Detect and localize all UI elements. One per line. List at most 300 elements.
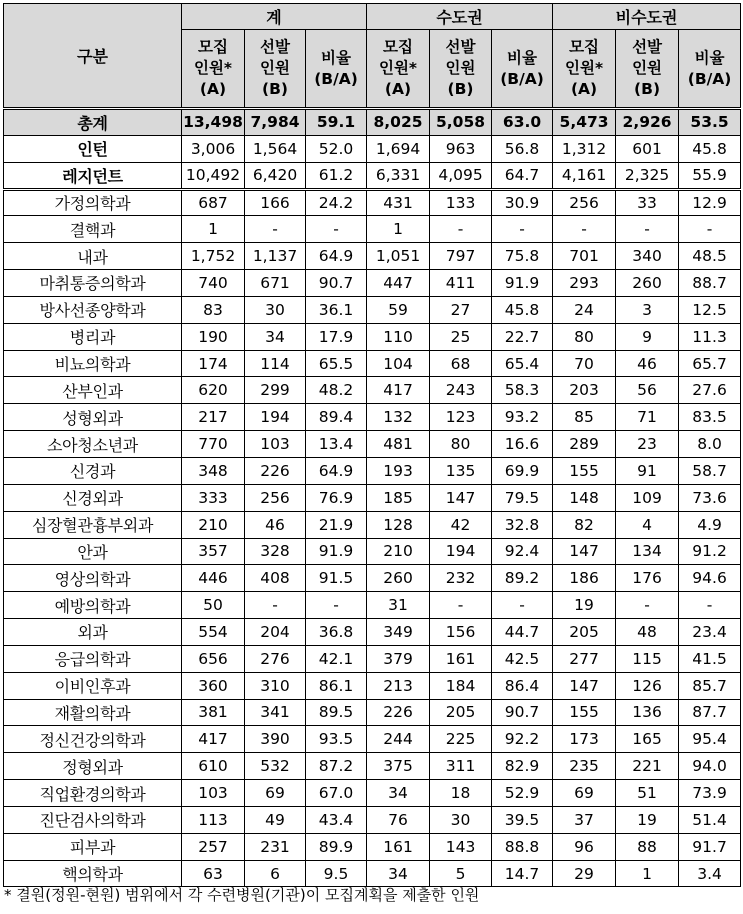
table-row bbox=[4, 296, 741, 323]
table-row bbox=[4, 109, 741, 136]
table-cell: 16.6 bbox=[492, 431, 553, 458]
table-cell: 260 bbox=[616, 270, 679, 297]
table-cell: 88.8 bbox=[492, 833, 553, 860]
table-cell: 210 bbox=[182, 511, 245, 538]
table-cell: 76.9 bbox=[306, 484, 367, 511]
row-label: 레지던트 bbox=[4, 162, 182, 189]
row-label: 직업환경의학과 bbox=[4, 780, 182, 807]
table-cell: 4 bbox=[616, 511, 679, 538]
table-row bbox=[4, 431, 741, 458]
header-line: (B) bbox=[447, 80, 474, 98]
table-cell: 2,325 bbox=[616, 162, 679, 189]
table-cell: 620 bbox=[182, 377, 245, 404]
table-cell: 90.7 bbox=[306, 270, 367, 297]
table-row bbox=[4, 457, 741, 484]
table-cell: 63.0 bbox=[492, 109, 553, 136]
table-row bbox=[4, 806, 741, 833]
table-cell: 299 bbox=[245, 377, 306, 404]
table-cell: 24 bbox=[553, 296, 616, 323]
table-cell: 46 bbox=[245, 511, 306, 538]
table-cell: 73.6 bbox=[679, 484, 741, 511]
table-row bbox=[4, 833, 741, 860]
table-cell: 42.1 bbox=[306, 645, 367, 672]
row-label: 정형외과 bbox=[4, 753, 182, 780]
header-line: 인원 bbox=[260, 59, 290, 77]
table-cell: 42 bbox=[430, 511, 492, 538]
table-cell: 243 bbox=[430, 377, 492, 404]
table-cell: 1,137 bbox=[245, 243, 306, 270]
table-cell: 277 bbox=[553, 645, 616, 672]
group-header-capital: 수도권 bbox=[367, 4, 553, 30]
table-cell: 276 bbox=[245, 645, 306, 672]
table-cell: 173 bbox=[553, 726, 616, 753]
table-cell: 8.0 bbox=[679, 431, 741, 458]
table-cell: 4,095 bbox=[430, 162, 492, 189]
table-cell: 221 bbox=[616, 753, 679, 780]
header-line: 모집 bbox=[569, 38, 600, 56]
recruit-count-header bbox=[553, 30, 616, 109]
recruit-count-header bbox=[182, 30, 245, 109]
table-cell: 94.0 bbox=[679, 753, 741, 780]
table-cell: 210 bbox=[367, 538, 430, 565]
table-cell: 75.8 bbox=[492, 243, 553, 270]
table-cell: 36.1 bbox=[306, 296, 367, 323]
table-cell: 27.6 bbox=[679, 377, 741, 404]
table-cell: 126 bbox=[616, 672, 679, 699]
table-cell: 349 bbox=[367, 619, 430, 646]
table-cell: - bbox=[306, 216, 367, 243]
table-cell: 411 bbox=[430, 270, 492, 297]
table-cell: 6 bbox=[245, 860, 306, 887]
table-cell: 49 bbox=[245, 806, 306, 833]
table-cell: - bbox=[616, 592, 679, 619]
table-cell: 148 bbox=[553, 484, 616, 511]
ratio-header bbox=[492, 30, 553, 109]
table-cell: 165 bbox=[616, 726, 679, 753]
row-label: 소아청소년과 bbox=[4, 431, 182, 458]
table-cell: 687 bbox=[182, 189, 245, 216]
table-cell: 184 bbox=[430, 672, 492, 699]
table-cell: 701 bbox=[553, 243, 616, 270]
header-line: 모집 bbox=[198, 38, 228, 56]
header-line: (A) bbox=[570, 80, 598, 98]
table-row bbox=[4, 404, 741, 431]
table-row bbox=[4, 350, 741, 377]
table-cell: 205 bbox=[553, 619, 616, 646]
table-cell: 446 bbox=[182, 565, 245, 592]
row-label: 내과 bbox=[4, 243, 182, 270]
table-cell: 341 bbox=[245, 699, 306, 726]
table-cell: 93.2 bbox=[492, 404, 553, 431]
table-cell: 13,498 bbox=[182, 109, 245, 136]
table-cell: 381 bbox=[182, 699, 245, 726]
group-header-total: 계 bbox=[182, 4, 367, 30]
header-line: (B/A) bbox=[687, 69, 732, 88]
table-cell: 83.5 bbox=[679, 404, 741, 431]
table-cell: 91 bbox=[616, 457, 679, 484]
table-cell: 311 bbox=[430, 753, 492, 780]
header-line: 인원 bbox=[632, 59, 663, 77]
row-label: 총계 bbox=[4, 109, 182, 136]
header-line: 비율 bbox=[321, 48, 351, 67]
table-cell: 357 bbox=[182, 538, 245, 565]
table-cell: 56.8 bbox=[492, 135, 553, 162]
row-label: 진단검사의학과 bbox=[4, 806, 182, 833]
table-cell: 103 bbox=[182, 780, 245, 807]
table-cell: 45.8 bbox=[492, 296, 553, 323]
table-cell: 12.9 bbox=[679, 189, 741, 216]
table-row bbox=[4, 726, 741, 753]
table-cell: 6,331 bbox=[367, 162, 430, 189]
table-cell: 92.2 bbox=[492, 726, 553, 753]
table-row bbox=[4, 216, 741, 243]
table-cell: 82.9 bbox=[492, 753, 553, 780]
table-cell: 231 bbox=[245, 833, 306, 860]
table-cell: 88.7 bbox=[679, 270, 741, 297]
row-label: 핵의학과 bbox=[4, 860, 182, 887]
table-cell: 93.5 bbox=[306, 726, 367, 753]
row-label: 인턴 bbox=[4, 135, 182, 162]
table-cell: 37 bbox=[553, 806, 616, 833]
table-cell: 194 bbox=[430, 538, 492, 565]
row-label: 성형외과 bbox=[4, 404, 182, 431]
table-cell: 76 bbox=[367, 806, 430, 833]
table-cell: 46 bbox=[616, 350, 679, 377]
footnote: * 결원(정원-현원) 범위에서 각 수련병원(기관)이 모집계획을 제출한 인원 bbox=[4, 886, 480, 904]
table-cell: 109 bbox=[616, 484, 679, 511]
table-cell: 48.2 bbox=[306, 377, 367, 404]
table-cell: 39.5 bbox=[492, 806, 553, 833]
table-cell: 532 bbox=[245, 753, 306, 780]
table-cell: 65.7 bbox=[679, 350, 741, 377]
table-row bbox=[4, 645, 741, 672]
header-line: 비율 bbox=[694, 48, 725, 67]
table-cell: 257 bbox=[182, 833, 245, 860]
table-cell: 113 bbox=[182, 806, 245, 833]
row-label: 결핵과 bbox=[4, 216, 182, 243]
table-cell: 1,051 bbox=[367, 243, 430, 270]
table-cell: 33 bbox=[616, 189, 679, 216]
table-cell: 64.7 bbox=[492, 162, 553, 189]
table-row bbox=[4, 619, 741, 646]
selected-count-header bbox=[616, 30, 679, 109]
table-cell: 375 bbox=[367, 753, 430, 780]
ratio-header bbox=[679, 30, 741, 109]
table-cell: 186 bbox=[553, 565, 616, 592]
table-row bbox=[4, 780, 741, 807]
table-cell: 193 bbox=[367, 457, 430, 484]
table-cell: 91.5 bbox=[306, 565, 367, 592]
table-cell: 58.3 bbox=[492, 377, 553, 404]
table-cell: 48 bbox=[616, 619, 679, 646]
table-cell: 232 bbox=[430, 565, 492, 592]
table-cell: 64.9 bbox=[306, 243, 367, 270]
table-cell: 1 bbox=[367, 216, 430, 243]
table-cell: 161 bbox=[367, 833, 430, 860]
table-cell: 59.1 bbox=[306, 109, 367, 136]
header-line: 비율 bbox=[507, 48, 537, 67]
header-line: 선발 bbox=[445, 38, 476, 56]
category-header: 구분 bbox=[4, 4, 182, 109]
table-cell: 91.7 bbox=[679, 833, 741, 860]
table-cell: 5 bbox=[430, 860, 492, 887]
table-cell: 92.4 bbox=[492, 538, 553, 565]
table-row bbox=[4, 189, 741, 216]
recruit-count-header bbox=[367, 30, 430, 109]
table-cell: 19 bbox=[553, 592, 616, 619]
table-cell: 86.1 bbox=[306, 672, 367, 699]
table-cell: 73.9 bbox=[679, 780, 741, 807]
table-cell: 43.4 bbox=[306, 806, 367, 833]
table-cell: 235 bbox=[553, 753, 616, 780]
header-line: (B/A) bbox=[500, 69, 544, 88]
table-cell: 24.2 bbox=[306, 189, 367, 216]
table-cell: 85 bbox=[553, 404, 616, 431]
table-cell: 36.8 bbox=[306, 619, 367, 646]
table-cell: 23 bbox=[616, 431, 679, 458]
table-cell: 91.2 bbox=[679, 538, 741, 565]
table-cell: 103 bbox=[245, 431, 306, 458]
table-row bbox=[4, 565, 741, 592]
table-cell: 256 bbox=[245, 484, 306, 511]
row-label: 가정의학과 bbox=[4, 189, 182, 216]
table-cell: 1,694 bbox=[367, 135, 430, 162]
table-cell: 114 bbox=[245, 350, 306, 377]
table-cell: 5,473 bbox=[553, 109, 616, 136]
header-line: 선발 bbox=[260, 38, 290, 56]
table-cell: 310 bbox=[245, 672, 306, 699]
table-cell: 289 bbox=[553, 431, 616, 458]
table-cell: 44.7 bbox=[492, 619, 553, 646]
table-cell: 205 bbox=[430, 699, 492, 726]
table-cell: 2,926 bbox=[616, 109, 679, 136]
table-cell: 52.0 bbox=[306, 135, 367, 162]
table-cell: 34 bbox=[245, 323, 306, 350]
table-cell: 64.9 bbox=[306, 457, 367, 484]
header-line: (A) bbox=[384, 80, 412, 98]
table-cell: - bbox=[553, 216, 616, 243]
table-cell: 53.5 bbox=[679, 109, 741, 136]
table-cell: 213 bbox=[367, 672, 430, 699]
header-line: 인원 bbox=[445, 59, 476, 77]
row-label: 산부인과 bbox=[4, 377, 182, 404]
table-cell: 88 bbox=[616, 833, 679, 860]
table-cell: 30 bbox=[430, 806, 492, 833]
table-cell: 176 bbox=[616, 565, 679, 592]
table-cell: 63 bbox=[182, 860, 245, 887]
table-row bbox=[4, 511, 741, 538]
table-cell: 79.5 bbox=[492, 484, 553, 511]
table-cell: 143 bbox=[430, 833, 492, 860]
table-cell: 12.5 bbox=[679, 296, 741, 323]
table-cell: 3,006 bbox=[182, 135, 245, 162]
table-cell: 1 bbox=[616, 860, 679, 887]
table-cell: 135 bbox=[430, 457, 492, 484]
table-cell: 161 bbox=[430, 645, 492, 672]
table-cell: 256 bbox=[553, 189, 616, 216]
table-cell: 17.9 bbox=[306, 323, 367, 350]
table-cell: 50 bbox=[182, 592, 245, 619]
table-cell: 128 bbox=[367, 511, 430, 538]
table-cell: 91.9 bbox=[306, 538, 367, 565]
table-cell: 67.0 bbox=[306, 780, 367, 807]
table-cell: 11.3 bbox=[679, 323, 741, 350]
table-cell: 9 bbox=[616, 323, 679, 350]
table-cell: 14.7 bbox=[492, 860, 553, 887]
table-cell: 59 bbox=[367, 296, 430, 323]
table-row bbox=[4, 860, 741, 887]
table-cell: 447 bbox=[367, 270, 430, 297]
table-row bbox=[4, 672, 741, 699]
table-cell: 1,752 bbox=[182, 243, 245, 270]
table-cell: 328 bbox=[245, 538, 306, 565]
table-cell: 71 bbox=[616, 404, 679, 431]
table-cell: 89.9 bbox=[306, 833, 367, 860]
table-row bbox=[4, 162, 741, 189]
table-cell: 69 bbox=[553, 780, 616, 807]
table-row bbox=[4, 538, 741, 565]
table-cell: 4.9 bbox=[679, 511, 741, 538]
table-cell: 481 bbox=[367, 431, 430, 458]
residency-recruitment-table bbox=[3, 3, 741, 887]
table-cell: 390 bbox=[245, 726, 306, 753]
table-cell: 22.7 bbox=[492, 323, 553, 350]
table-cell: 41.5 bbox=[679, 645, 741, 672]
table-cell: 95.4 bbox=[679, 726, 741, 753]
table-row bbox=[4, 135, 741, 162]
row-label: 신경외과 bbox=[4, 484, 182, 511]
table-cell: 601 bbox=[616, 135, 679, 162]
table-cell: - bbox=[306, 592, 367, 619]
table-cell: - bbox=[492, 216, 553, 243]
table-row bbox=[4, 377, 741, 404]
table-cell: 431 bbox=[367, 189, 430, 216]
table-cell: 136 bbox=[616, 699, 679, 726]
table-cell: 379 bbox=[367, 645, 430, 672]
table-cell: - bbox=[492, 592, 553, 619]
table-cell: 156 bbox=[430, 619, 492, 646]
table-cell: 34 bbox=[367, 860, 430, 887]
table-cell: 123 bbox=[430, 404, 492, 431]
table-cell: 226 bbox=[245, 457, 306, 484]
table-cell: 797 bbox=[430, 243, 492, 270]
table-cell: 42.5 bbox=[492, 645, 553, 672]
table-cell: 18 bbox=[430, 780, 492, 807]
row-label: 방사선종양학과 bbox=[4, 296, 182, 323]
table-cell: 770 bbox=[182, 431, 245, 458]
table-cell: 360 bbox=[182, 672, 245, 699]
row-label: 정신건강의학과 bbox=[4, 726, 182, 753]
table-cell: - bbox=[430, 592, 492, 619]
table-cell: 89.4 bbox=[306, 404, 367, 431]
table-cell: 147 bbox=[553, 538, 616, 565]
header-line: 인원* bbox=[565, 59, 604, 77]
row-label: 영상의학과 bbox=[4, 565, 182, 592]
table-cell: 45.8 bbox=[679, 135, 741, 162]
table-cell: 610 bbox=[182, 753, 245, 780]
table-cell: - bbox=[430, 216, 492, 243]
table-cell: 87.7 bbox=[679, 699, 741, 726]
table-cell: 25 bbox=[430, 323, 492, 350]
table-cell: 7,984 bbox=[245, 109, 306, 136]
table-cell: 3 bbox=[616, 296, 679, 323]
table-cell: 963 bbox=[430, 135, 492, 162]
selected-count-header bbox=[245, 30, 306, 109]
table-cell: 408 bbox=[245, 565, 306, 592]
table-cell: 293 bbox=[553, 270, 616, 297]
table-cell: 1 bbox=[182, 216, 245, 243]
table-cell: 348 bbox=[182, 457, 245, 484]
table-cell: 5,058 bbox=[430, 109, 492, 136]
table-cell: 671 bbox=[245, 270, 306, 297]
header-line: 인원* bbox=[378, 59, 418, 77]
table-cell: 147 bbox=[430, 484, 492, 511]
row-label: 병리과 bbox=[4, 323, 182, 350]
table-cell: 55.9 bbox=[679, 162, 741, 189]
table-cell: 83 bbox=[182, 296, 245, 323]
header-line: (B) bbox=[262, 80, 288, 98]
table-cell: 260 bbox=[367, 565, 430, 592]
header-line: (B) bbox=[634, 80, 661, 98]
table-cell: 104 bbox=[367, 350, 430, 377]
ratio-header bbox=[306, 30, 367, 109]
selected-count-header bbox=[430, 30, 492, 109]
row-label: 심장혈관흉부외과 bbox=[4, 511, 182, 538]
table-cell: 4,161 bbox=[553, 162, 616, 189]
table-cell: 204 bbox=[245, 619, 306, 646]
table-row bbox=[4, 243, 741, 270]
table-cell: 56 bbox=[616, 377, 679, 404]
header-line: (B/A) bbox=[314, 69, 358, 88]
table-cell: 21.9 bbox=[306, 511, 367, 538]
table-cell: 52.9 bbox=[492, 780, 553, 807]
table-cell: 31 bbox=[367, 592, 430, 619]
table-cell: 34 bbox=[367, 780, 430, 807]
table-cell: 89.2 bbox=[492, 565, 553, 592]
row-label: 외과 bbox=[4, 619, 182, 646]
table-cell: 87.2 bbox=[306, 753, 367, 780]
header-line: 인원* bbox=[193, 59, 233, 77]
table-cell: 58.7 bbox=[679, 457, 741, 484]
table-cell: 740 bbox=[182, 270, 245, 297]
table-cell: 30 bbox=[245, 296, 306, 323]
table-row bbox=[4, 323, 741, 350]
table-cell: 417 bbox=[367, 377, 430, 404]
table-cell: 110 bbox=[367, 323, 430, 350]
header-line: 선발 bbox=[632, 38, 663, 56]
table-cell: 190 bbox=[182, 323, 245, 350]
table-cell: 166 bbox=[245, 189, 306, 216]
table-cell: 51 bbox=[616, 780, 679, 807]
row-label: 이비인후과 bbox=[4, 672, 182, 699]
table-cell: 9.5 bbox=[306, 860, 367, 887]
row-label: 예방의학과 bbox=[4, 592, 182, 619]
table-cell: 82 bbox=[553, 511, 616, 538]
row-label: 재활의학과 bbox=[4, 699, 182, 726]
table-cell: 217 bbox=[182, 404, 245, 431]
table-cell: 115 bbox=[616, 645, 679, 672]
table-cell: 69.9 bbox=[492, 457, 553, 484]
table-cell: 61.2 bbox=[306, 162, 367, 189]
table-cell: 90.7 bbox=[492, 699, 553, 726]
table-cell: 70 bbox=[553, 350, 616, 377]
table-cell: - bbox=[616, 216, 679, 243]
table-cell: 1,312 bbox=[553, 135, 616, 162]
table-cell: 48.5 bbox=[679, 243, 741, 270]
table-cell: 89.5 bbox=[306, 699, 367, 726]
table-cell: 203 bbox=[553, 377, 616, 404]
table-cell: 656 bbox=[182, 645, 245, 672]
